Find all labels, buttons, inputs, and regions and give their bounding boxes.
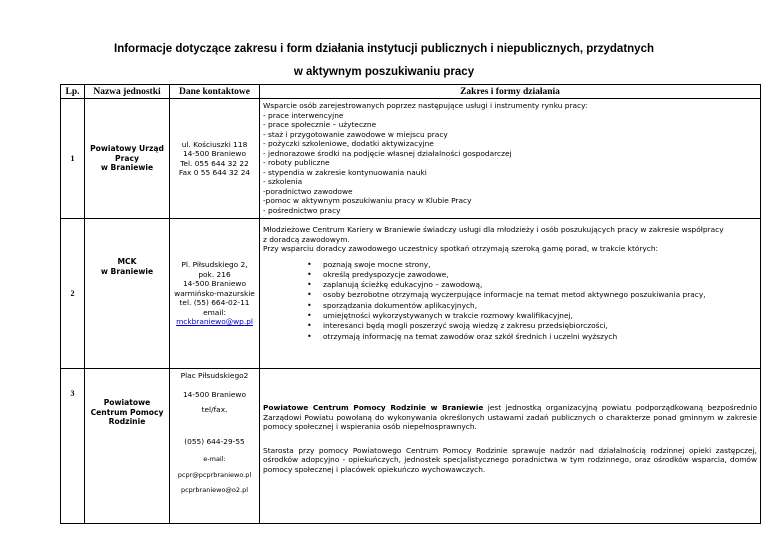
list-item: • określą predyspozycje zawodowe,: [307, 270, 757, 280]
header-scope: Zakres i formy działania: [260, 85, 761, 99]
pcpr-city: 14-500 Braniewo: [182, 389, 246, 399]
header-name: Nazwa jednostki: [85, 85, 170, 99]
header-contact: Dane kontaktowe: [170, 85, 260, 99]
row1-contact-line: Fax 0 55 644 32 24: [178, 168, 251, 177]
list-item: • umiejętności wykorzystywanych w trakcie rozmowy kwalifikacyjnej,: [307, 311, 757, 321]
list-item: • poznają swoje mocne strony,: [307, 260, 757, 270]
row3-name: [85, 369, 170, 524]
row3-name-line: Powiatowe: [103, 398, 151, 407]
row2-contact-line: email:: [203, 307, 226, 317]
row1-contact-line: ul. Kościuszki 118: [181, 139, 248, 149]
list-item: • sporządzania dokumentów aplikacyjnych,: [307, 301, 757, 311]
row2-scope: [260, 219, 761, 369]
table-header-row: [61, 85, 761, 99]
row2-name-line: w Braniewie: [100, 266, 154, 276]
row2-bullet-list: [263, 260, 757, 342]
row2-contact-line: warmińsko-mazurskie: [174, 288, 255, 298]
list-item: • zaplanują ścieżkę edukacyjno – zawodową,: [307, 280, 757, 290]
row2-lp: 2: [61, 219, 85, 369]
pcpr-description-rest: jest jednostką organizacyjną powiatu podporządkowaną bezpośrednio Zarządowi Powiatu powołaną do wykonywania określonych ustawami zadań publicznych o charakterze ponad gminnym w zakresie pomocy społecznej i wspierania osób niepełnosprawnych.: [263, 403, 757, 431]
row1-scope-line: - pośrednictwo pracy: [263, 205, 341, 215]
row3-lp: 3: [61, 369, 85, 524]
table-row: [61, 99, 761, 219]
pcpr-telfax-label: tel/fax.: [201, 405, 228, 414]
row1-scope-line: Wsparcie osób zarejestrowanych poprzez następujące usługi i instrumenty rynku pracy:: [263, 101, 588, 110]
row1-lp: 1: [61, 99, 85, 219]
pcpr-name-bold: Powiatowe Centrum Pomocy Rodzinie w Braniewie: [263, 403, 484, 412]
document-title-line-2: w aktywnym poszukiwaniu pracy: [293, 66, 475, 78]
row1-scope-line: - stypendia w zakresie kontynuowania nauki: [263, 167, 427, 177]
table-row: [61, 369, 761, 524]
row2-contact: [170, 219, 260, 369]
row1-scope-line: -poradnictwo zawodowe: [263, 186, 353, 196]
list-item: • otrzymają informację na temat zawodów oraz szkół średnich i uczelni wyższych: [307, 332, 757, 342]
pcpr-supervision-text: Starosta przy pomocy Powiatowego Centrum Pomocy Rodzinie sprawuje nadzór nad działalnością rodzinnej opieki zastępczej, ośrodków adopcyjno - opiekuńczych, jednostek specjalistycznego poradnictwa w tym rodzinnego, oraz ośrodków wsparcia, domów pomocy społecznej i placówek opiekuńczo wychowawczych.: [263, 445, 757, 474]
row1-contact: [170, 99, 260, 219]
row1-name-line: Pracy: [115, 153, 139, 163]
header-lp: Lp.: [61, 85, 85, 99]
row2-name: [85, 219, 170, 369]
row1-scope: [260, 99, 761, 219]
row2-contact-line: 14-500 Braniewo: [182, 279, 246, 289]
row2-contact-line: Pl. Piłsudskiego 2,: [181, 260, 248, 270]
row2-contact-line: tel. (55) 664-02-11: [179, 298, 250, 308]
pcpr-description: [263, 403, 757, 432]
row1-scope-line: -pomoc w aktywnym poszukiwaniu pracy w Klubie Pracy: [263, 196, 472, 205]
table-row: [61, 219, 761, 369]
row3-name-line: Rodzinie: [108, 417, 146, 426]
pcpr-email-1[interactable]: pcpr@pcprbraniewo.pl: [177, 470, 252, 479]
row1-scope-line: - pożyczki szkoleniowe, dodatki aktywizacyjne: [263, 139, 434, 148]
row1-scope-line: - prace interwencyjne: [263, 110, 344, 120]
pcpr-phone: (055) 644-29-55: [184, 436, 245, 446]
row1-contact-line: 14-500 Braniewo: [182, 149, 246, 158]
institutions-table: [60, 84, 761, 524]
pcpr-email-2[interactable]: pcprbraniewo@o2.pl: [180, 486, 249, 494]
row1-scope-line: - jednorazowe środki na podjęcie własnej działalności gospodarczej: [263, 148, 512, 158]
row2-contact-line: pok. 216: [198, 269, 231, 279]
row1-scope-line: - szkolenia: [263, 177, 303, 186]
row3-contact: [170, 369, 260, 524]
row2-intro-line: Młodzieżowe Centrum Kariery w Braniewie świadczy usługi dla młodzieży i osób poszukujących pracy w zakresie współpracy: [263, 225, 724, 234]
pcpr-address: Plac Piłsudskiego2: [180, 371, 249, 380]
row1-contact-line: Tel. 055 644 32 22: [180, 158, 249, 168]
pcpr-email-label: e-mail:: [203, 455, 226, 463]
row1-scope-line: - roboty publiczne: [263, 158, 330, 167]
row1-scope-line: - prace społecznie – użyteczne: [263, 120, 377, 129]
row1-name-line: w Braniewie: [100, 163, 154, 173]
mck-email-link[interactable]: mckbraniewo@wp.pl: [176, 317, 253, 327]
row2-intro-line: Przy wsparciu doradcy zawodowego uczestnicy spotkań otrzymają szeroką gamę porad, w trakcie których:: [263, 244, 659, 253]
row3-scope: [260, 369, 761, 524]
list-item: • osoby bezrobotne otrzymają wyczerpujące informacje na temat metod aktywnego poszukiwania pracy,: [307, 290, 757, 300]
list-item: • interesanci będą mogli poszerzyć swoją wiedzę z zakresu przedsiębiorczości,: [307, 321, 757, 331]
row3-name-line: Centrum Pomocy: [90, 407, 164, 417]
row2-intro-line: z doradcą zawodowym.: [263, 234, 350, 244]
row1-scope-line: - staż i przygotowanie zawodowe w miejscu pracy: [263, 129, 448, 139]
row1-name-line: Powiatowy Urząd: [90, 144, 164, 154]
document-title-line-1: Informacje dotyczące zakresu i form działania instytucji publicznych i niepublicznych, przydatnych: [114, 43, 654, 55]
row1-name: [85, 99, 170, 219]
row2-name-line: MCK: [117, 257, 137, 266]
